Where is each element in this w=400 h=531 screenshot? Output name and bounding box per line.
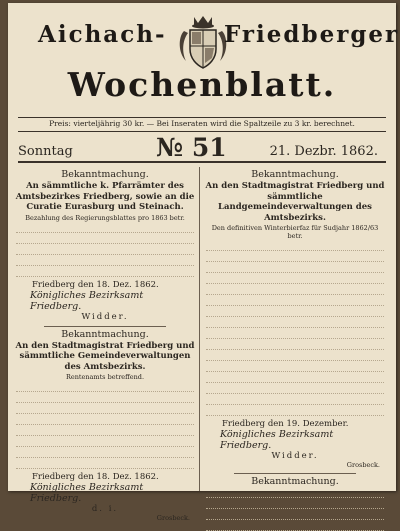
issue-date: 21. Dezbr. 1862. [269,144,378,159]
illegible-text [204,489,386,531]
article [14,329,196,523]
article-signer: Widder. [271,451,319,461]
article-signer: Widder. [81,311,129,322]
article [204,169,386,469]
article [204,476,386,531]
illegible-text [14,383,196,469]
masthead [8,7,400,113]
illegible-text [204,242,386,416]
article-date: Friedberg den 18. Dez. 1862. [32,279,159,290]
article-subhead: Rentenamts betreffend. [65,373,145,381]
article-note: Grosbeck. [156,514,190,522]
article [14,169,196,322]
title-main: Wochenblatt. [67,65,337,104]
article-authority: Königliches Bezirksamt Friedberg. [30,289,144,312]
column-divider [199,167,200,491]
article-subhead: Den definitiven Winterbierfaz für Sudjahr 1862/63 betr. [211,224,379,240]
issue-rule [18,161,386,163]
article-authority: Königliches Bezirksamt Friedberg. [30,482,144,504]
article-heading: Bekanntmachung. [251,169,339,180]
article-heading: Bekanntmachung. [61,328,149,340]
article-subhead: Bezahlung des Regierungsblattes pro 1863 betr. [25,213,185,222]
article-lead: An sämmtliche k. Pfarrämter des Amtsbezirkes Friedberg, sowie an die Curatie Eurasburg und Steinach. [15,181,195,212]
article-date: Friedberg den 18. Dez. 1862. [32,472,159,482]
article-authority: Königliches Bezirksamt Friedberg. [220,429,334,451]
article-heading: Bekanntmachung. [251,476,339,487]
article-heading: Bekanntmachung. [61,169,149,180]
article-lead: An den Stadtmagistrat Friedberg und sämmtliche Landgemeindeverwaltungen des Amtsbezirks. [205,181,385,223]
article-lead: An den Stadtmagistrat Friedberg und sämmtliche Gemeindeverwaltungen des Amtsbezirks. [15,340,195,372]
issue-row [18,131,386,163]
article-note: Grosbeck. [346,461,380,469]
right-column [204,167,386,491]
price-line: Preis: vierteljährig 30 kr. — Bei Inseraten wird die Spaltzeile zu 3 kr. berechnet. [18,117,386,132]
article-date: Friedberg den 19. Dezember. [222,419,349,429]
separator [234,473,356,474]
illegible-text [14,224,196,277]
title-left: Aichach- [38,21,167,48]
issue-number: № 51 [156,133,227,162]
newspaper-page [8,3,400,522]
left-column [14,167,196,522]
title-right: Friedberger [224,21,400,48]
issue-day: Sonntag [18,144,73,159]
article-signer: d. i. [91,504,119,514]
separator [44,326,166,327]
